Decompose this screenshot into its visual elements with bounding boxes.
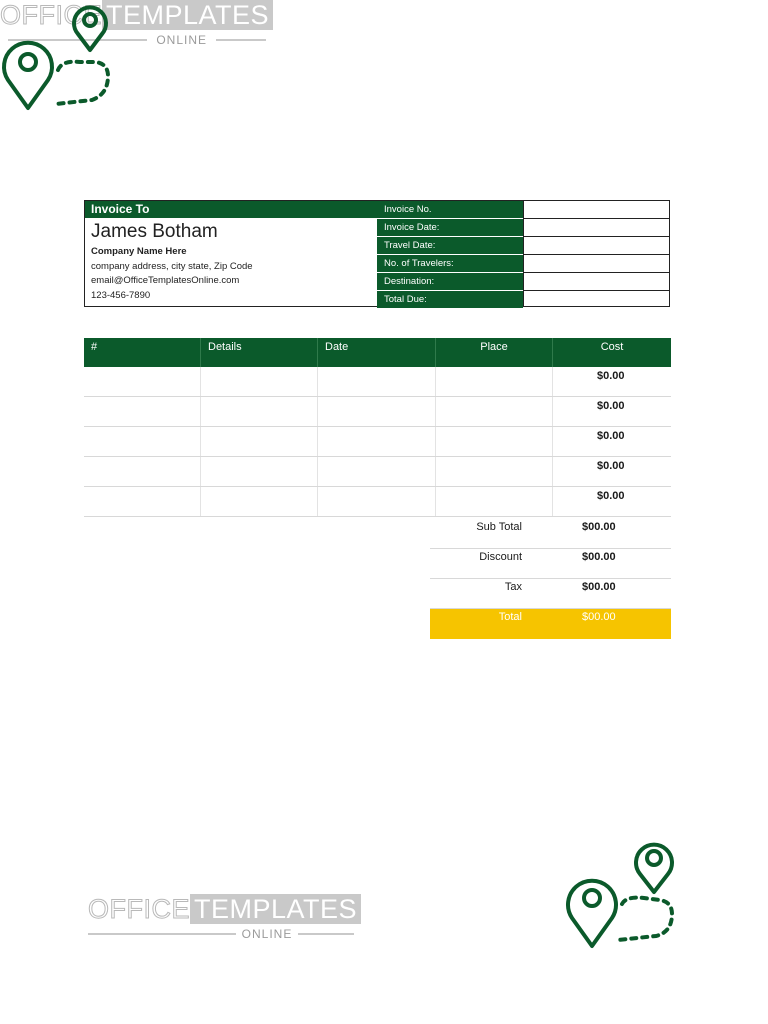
- total-row: [430, 609, 671, 639]
- subtotal-row: [430, 519, 671, 549]
- cell-number[interactable]: [84, 367, 201, 396]
- travelers-label: No. of Travelers:: [377, 255, 523, 273]
- subtotal-value: $00.00: [582, 521, 616, 533]
- location-pin-icon: [0, 0, 120, 120]
- location-pin-icon: [560, 832, 680, 952]
- col-header-number: #: [84, 338, 201, 367]
- cell-number[interactable]: [84, 397, 201, 426]
- table-row: [84, 367, 671, 397]
- cell-details[interactable]: [201, 427, 318, 456]
- client-company: Company Name Here: [91, 246, 187, 257]
- table-row: [84, 427, 671, 457]
- cell-cost[interactable]: $0.00: [597, 430, 625, 442]
- items-table: [84, 338, 671, 517]
- invoice-date-label: Invoice Date:: [377, 219, 523, 237]
- client-email: email@OfficeTemplatesOnline.com: [91, 275, 240, 286]
- travelers-field[interactable]: [524, 255, 670, 273]
- invoice-to-heading: Invoice To: [85, 201, 377, 218]
- logo-templates-text: TEMPLATES: [190, 894, 361, 924]
- cell-details[interactable]: [201, 367, 318, 396]
- client-address: company address, city state, Zip Code: [91, 260, 253, 272]
- tax-label: Tax: [504, 581, 522, 593]
- cell-place[interactable]: [436, 397, 553, 426]
- cell-details[interactable]: [201, 397, 318, 426]
- cell-date[interactable]: [318, 367, 436, 396]
- client-name: James Botham: [91, 221, 218, 242]
- invoice-no-label: Invoice No.: [377, 201, 523, 219]
- cell-number[interactable]: [84, 457, 201, 486]
- subtotal-label: Sub Total: [476, 521, 522, 533]
- cell-date[interactable]: [318, 397, 436, 426]
- col-header-details: Details: [201, 338, 318, 367]
- travel-date-label: Travel Date:: [377, 237, 523, 255]
- invoice-no-field[interactable]: [524, 201, 670, 219]
- cell-cost[interactable]: $0.00: [597, 400, 625, 412]
- cell-details[interactable]: [201, 487, 318, 516]
- logo-templates-text: TEMPLATES: [102, 0, 273, 30]
- cell-place[interactable]: [436, 457, 553, 486]
- cell-date[interactable]: [318, 487, 436, 516]
- cell-date[interactable]: [318, 427, 436, 456]
- cell-number[interactable]: [84, 487, 201, 516]
- total-label: Total: [498, 611, 522, 623]
- cell-number[interactable]: [84, 427, 201, 456]
- cell-details[interactable]: [201, 457, 318, 486]
- cell-date[interactable]: [318, 457, 436, 486]
- tax-row: [430, 579, 671, 609]
- col-header-date: Date: [318, 338, 436, 367]
- table-row: [84, 487, 671, 517]
- travel-date-field[interactable]: [524, 237, 670, 255]
- col-header-place: Place: [436, 338, 553, 367]
- cell-place[interactable]: [436, 427, 553, 456]
- total-due-field[interactable]: [524, 291, 670, 308]
- bottom-logo: [88, 894, 358, 946]
- totals-block: [430, 519, 671, 639]
- destination-label: Destination:: [377, 273, 523, 291]
- cell-place[interactable]: [436, 487, 553, 516]
- items-table-header: [84, 338, 671, 367]
- invoice-header: [84, 200, 670, 307]
- logo-office-text: OFFICE: [0, 0, 102, 30]
- invoice-meta-labels: [377, 201, 523, 306]
- invoice-date-field[interactable]: [524, 219, 670, 237]
- logo-office-text: OFFICE: [88, 894, 190, 924]
- total-due-label: Total Due:: [377, 291, 523, 308]
- logo-online-text: ONLINE: [156, 33, 207, 47]
- table-row: [84, 457, 671, 487]
- destination-field[interactable]: [524, 273, 670, 291]
- col-header-cost: Cost: [600, 341, 624, 353]
- logo-online-text: ONLINE: [241, 927, 293, 941]
- tax-value[interactable]: $00.00: [582, 581, 616, 593]
- invoice-to-block: [85, 201, 378, 306]
- cell-cost[interactable]: $0.00: [597, 460, 625, 472]
- client-phone: 123-456-7890: [91, 289, 151, 301]
- discount-row: [430, 549, 671, 579]
- discount-value[interactable]: $00.00: [582, 551, 616, 563]
- cell-cost[interactable]: $0.00: [597, 490, 625, 502]
- cell-cost[interactable]: $0.00: [597, 370, 625, 382]
- discount-label: Discount: [479, 551, 522, 563]
- cell-place[interactable]: [436, 367, 553, 396]
- invoice-meta-values: [523, 201, 670, 306]
- table-row: [84, 397, 671, 427]
- total-value: $00.00: [582, 611, 616, 623]
